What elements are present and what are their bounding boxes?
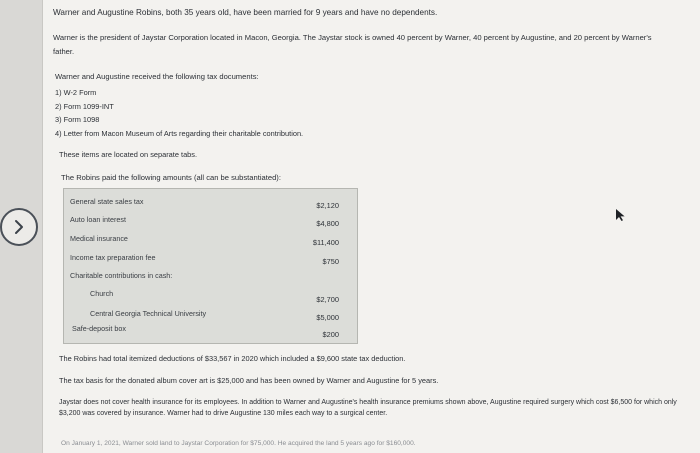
docs-list	[55, 86, 303, 140]
problem-page	[42, 0, 700, 453]
expenses-table	[63, 188, 358, 344]
table-row-amount: $5,000	[316, 313, 339, 322]
docs-note: These items are located on separate tabs.	[59, 150, 198, 159]
list-item: 4) Letter from Macon Museum of Arts regarding their charitable contribution.	[55, 128, 304, 138]
table-row-label: Medical insurance	[70, 234, 128, 243]
table-row-label: General state sales tax	[70, 197, 144, 206]
chevron-right-icon	[12, 219, 26, 235]
company-paragraph: Warner is the president of Jaystar Corporation located in Macon, Georgia. The Jaystar stock is owned 40 percent by Warner, 40 percent by Augustine, and 20 percent by Warner's father.	[53, 33, 652, 56]
note-health-insurance: Jaystar does not cover health insurance for its employees. In addition to Warner and Augustine's health insurance premiums shown above, Augustine required surgery which cost $6,500 for which only $3,200 was covered by insurance. Warner had to drive Augustine 130 miles each way to a surgical center.	[59, 399, 677, 417]
table-row-amount: $200	[322, 330, 339, 339]
table-row-label: Church	[90, 289, 114, 298]
table-row-label: Safe-deposit box	[72, 324, 126, 333]
list-item: 1) W-2 Form	[55, 88, 97, 97]
table-row-amount: $2,700	[316, 295, 339, 304]
table-row-label: Income tax preparation fee	[70, 253, 156, 262]
intro-line: Warner and Augustine Robins, both 35 years old, have been married for 9 years and have no dependents.	[53, 8, 438, 17]
table-row-label: Central Georgia Technical University	[90, 309, 207, 318]
list-item: 2) Form 1099-INT	[55, 101, 114, 111]
note-deductions: The Robins had total itemized deductions of $33,567 in 2020 which included a $9,600 state tax deduction.	[59, 354, 406, 363]
note-land-sale: On January 1, 2021, Warner sold land to Jaystar Corporation for $75,000. He acquired the land 5 years ago for $160,000.	[61, 440, 416, 447]
table-row-amount: $750	[322, 257, 339, 266]
docs-intro: Warner and Augustine received the following tax documents:	[55, 72, 259, 81]
next-button[interactable]	[0, 208, 38, 246]
note-tax-basis: The tax basis for the donated album cover art is $25,000 and has been owned by Warner and Augustine for 5 years.	[59, 376, 439, 385]
table-row-label: Auto loan interest	[70, 215, 126, 224]
table-row-amount: $4,800	[316, 219, 339, 228]
list-item: 3) Form 1098	[55, 115, 100, 125]
paid-intro: The Robins paid the following amounts (all can be substantiated):	[61, 173, 281, 182]
table-row-amount: $11,400	[312, 238, 339, 247]
mouse-pointer-icon	[615, 208, 627, 222]
table-row-amount: $2,120	[316, 201, 339, 210]
table-row-label: Charitable contributions in cash:	[70, 271, 173, 280]
